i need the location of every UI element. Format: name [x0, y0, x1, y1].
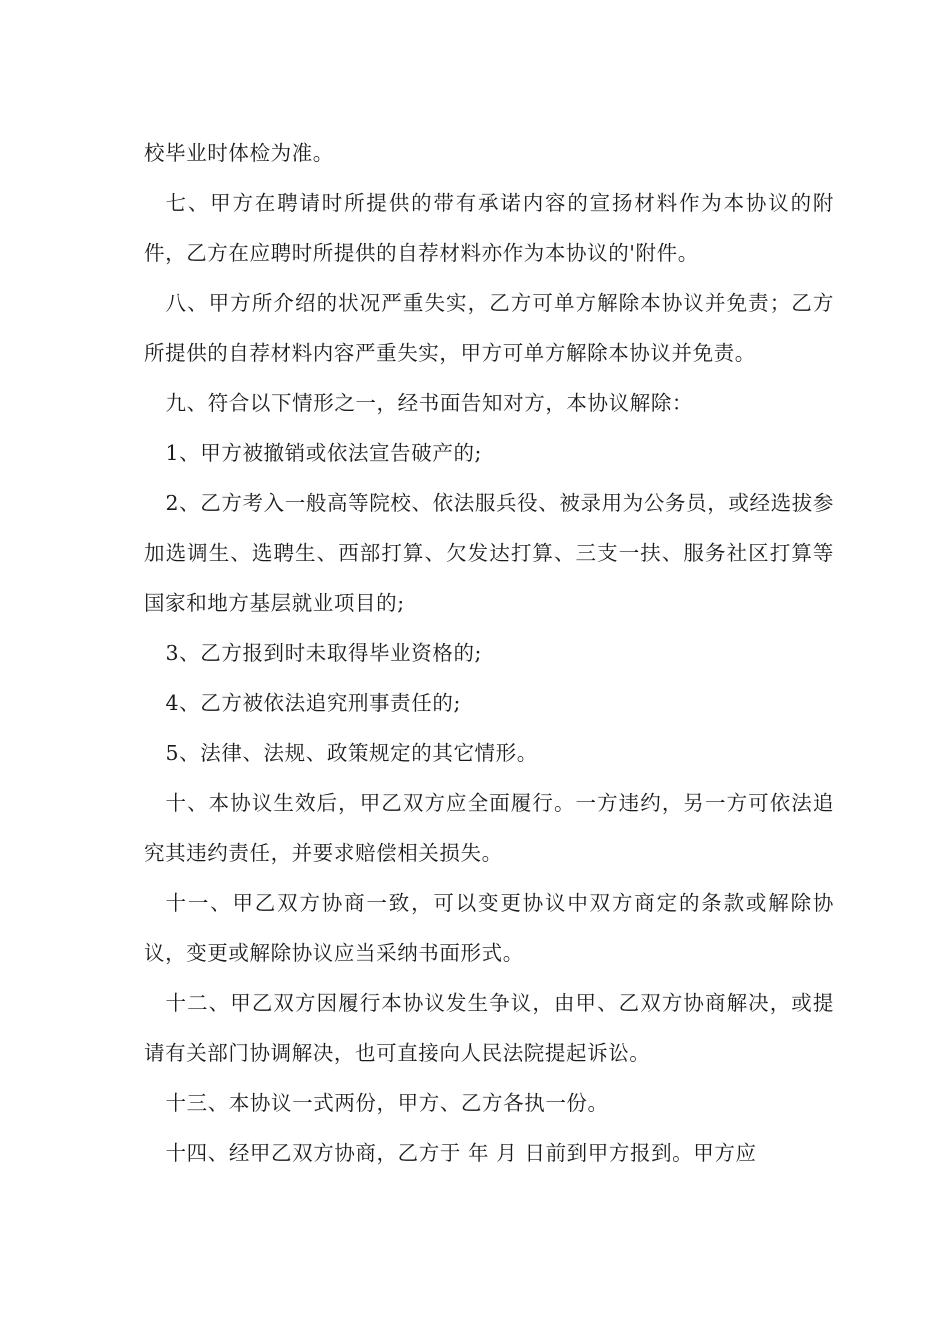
paragraph-clause-12: 十二、甲乙双方因履行本协议发生争议，由甲、乙双方协商解决，或提请有关部门协调解决，也可直接向人民法院提起诉讼。	[144, 991, 834, 1065]
document-body	[144, 128, 834, 1178]
paragraph-clause-9: 九、符合以下情形之一，经书面告知对方，本协议解除：	[165, 391, 694, 415]
paragraph-clause-14: 十四、经甲乙双方协商，乙方于 年 月 日前到甲方报到。甲方应	[165, 1141, 757, 1165]
paragraph-clause-9-item-3: 3、乙方报到时未取得毕业资格的;	[165, 641, 483, 665]
paragraph-clause-7: 七、甲方在聘请时所提供的带有承诺内容的宣扬材料作为本协议的附件，乙方在应聘时所提供的自荐材料亦作为本协议的'附件。	[144, 191, 834, 265]
paragraph-clause-9-item-5: 5、法律、法规、政策规定的其它情形。	[165, 741, 538, 765]
paragraph-clause-9-item-1: 1、甲方被撤销或依法宣告破产的;	[165, 441, 483, 465]
paragraph-clause-8: 八、甲方所介绍的状况严重失实，乙方可单方解除本协议并免责；乙方所提供的自荐材料内容严重失实，甲方可单方解除本协议并免责。	[144, 291, 834, 365]
paragraph-clause-9-item-2: 2、乙方考入一般高等院校、依法服兵役、被录用为公务员，或经选拔参加选调生、选聘生、西部打算、欠发达打算、三支一扶、服务社区打算等国家和地方基层就业项目的;	[144, 491, 834, 615]
paragraph-clause-10: 十、本协议生效后，甲乙双方应全面履行。一方违约，另一方可依法追究其违约责任，并要求赔偿相关损失。	[144, 791, 834, 865]
paragraph-clause-13: 十三、本协议一式两份，甲方、乙方各执一份。	[165, 1091, 609, 1115]
paragraph-clause-11: 十一、甲乙双方协商一致，可以变更协议中双方商定的条款或解除协议，变更或解除协议应当采纳书面形式。	[144, 891, 834, 965]
paragraph-continuation: 校毕业时体检为准。	[144, 141, 334, 165]
paragraph-clause-9-item-4: 4、乙方被依法追究刑事责任的;	[165, 691, 461, 715]
